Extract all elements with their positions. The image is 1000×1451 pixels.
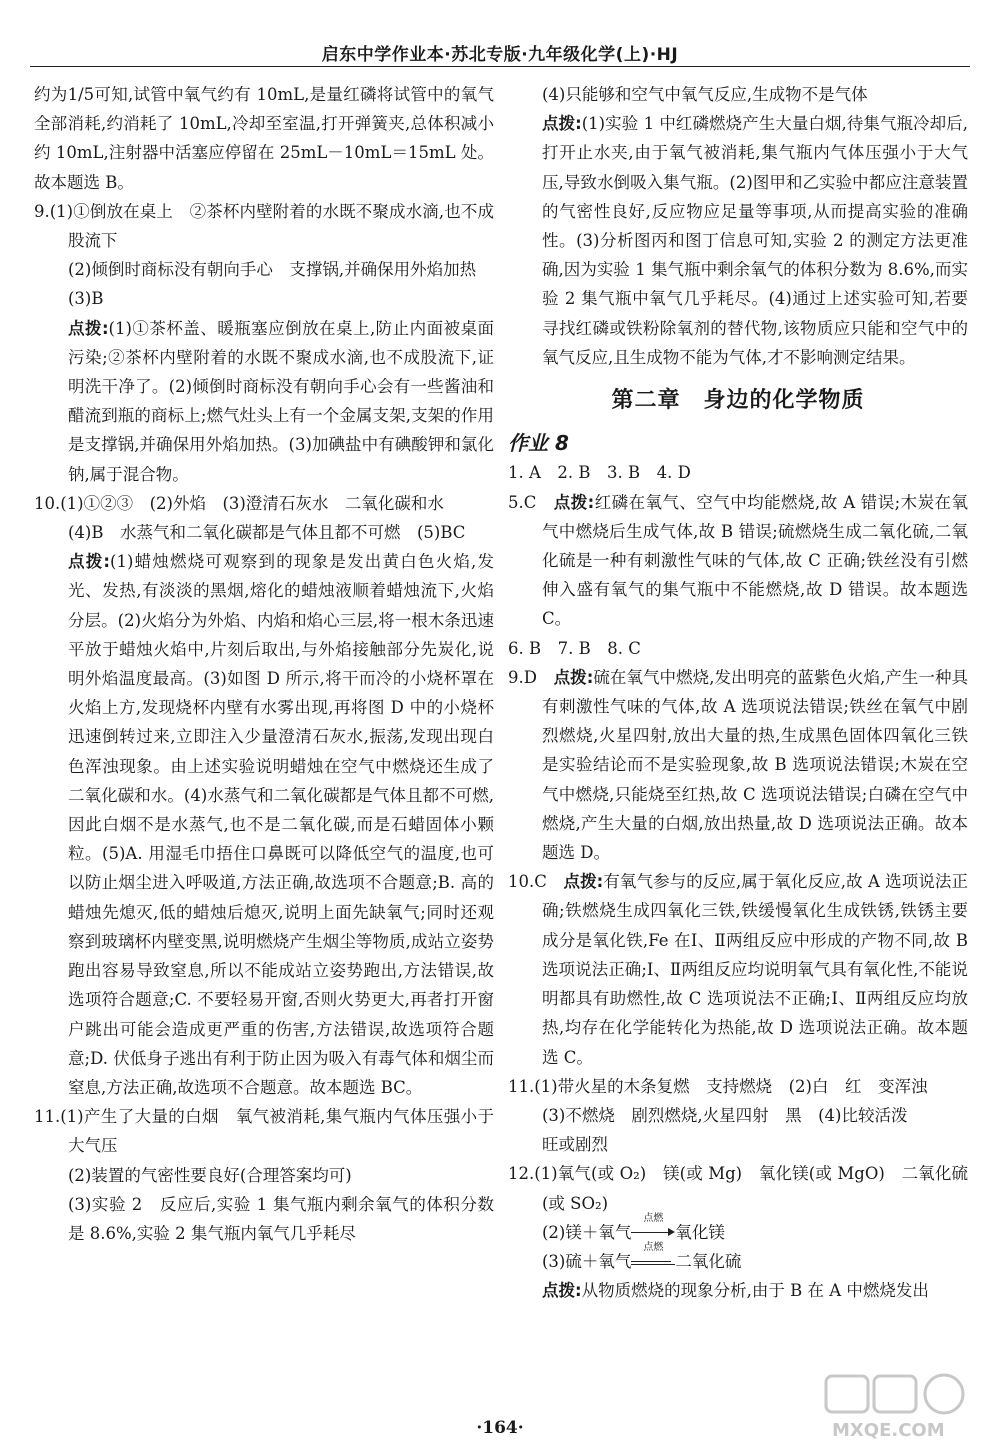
hint-paragraph: 点拨:从物质燃烧的现象分析,由于 B 在 A 中燃烧发出 — [542, 1281, 929, 1301]
answer-line: (2)装置的气密性要良好(合理答案均可) — [68, 1165, 352, 1185]
answer-line: (3)实验 2 反应后,实验 1 集气瓶内剩余氧气的体积分数是 8.6%,实验 2 集气瓶内氧气几乎耗尽 — [68, 1194, 494, 1243]
paragraph: 约为1/5可知,试管中氧气约有 10mL,是量红磷将试管中的氧气全部消耗,约消耗了 10mL,冷却至室温,打开弹簧夹,总体积减小约 10mL,注射器中活塞应停留在 25mL－10mL＝15mL 处。故本题选 B。 — [34, 85, 494, 192]
equation-line: (3)硫＋氧气 点燃 二氧化硫 — [542, 1242, 742, 1271]
answer-line: (2)倾倒时商标没有朝向手心 支撑锅,并确保用外焰加热 — [68, 260, 477, 280]
header-divider — [30, 66, 970, 67]
homework-title: 作业 8 — [508, 431, 569, 456]
svg-text:MXQE.COM: MXQE.COM — [832, 1420, 945, 1441]
hint-paragraph: 点拨:(1)①茶杯盖、暖瓶塞应倒放在桌上,防止内面被桌面污染;②茶杯内壁附着的水既不聚成水滴,也不成股流下,证明洗干净了。(2)倾倒时商标没有朝向手心会有一些酱油和醋流到瓶的商标上;燃气灶头上有一个金属支架,支架的作用是支撑锅,并确保用外焰加热。(3)加碘盐中有碘酸钾和氯化钠,属于混合物。 — [68, 318, 494, 484]
answer-line: 1. A 2. B 3. B 4. D — [508, 463, 691, 483]
answer-line: 旺或剧烈 — [542, 1135, 608, 1155]
hint-paragraph: 点拨:(1)蜡烛燃烧可观察到的现象是发出黄白色火焰,发光、发热,有淡淡的黑烟,熔化的蜡烛液顺着蜡烛流下,火焰分层。(2)火焰分为外焰、内焰和焰心三层,将一根木条迅速平放于蜡烛火焰中,片刻后取出,与外焰接触部分先炭化,说明外焰温度最高。(3)如图 D 所示,将干而冷的小烧杯罩在火焰上方,发现烧杯内壁有水雾出现,再将图 D 中的小烧杯迅速倒转过来,立即注入少量澄清石灰水,振荡,发现出现白色浑浊现象。由上述实验说明蜡烛在空气中燃烧还生成了二氧化碳和水。(4)水蒸气和二氧化碳都是气体且都不可燃,因此白烟不是水蒸气,也不是二氧化碳,而是石蜡固体小颗粒。(5)A. 用湿毛巾捂住口鼻既可以降低空气的温度,也可以防止烟尘进入呼吸道,方法正确,故选项不合题意;B. 高的蜡烛先熄灭,低的蜡烛后熄灭,说明上面先缺氧气;同时还观察到玻璃杯内壁变黑,说明燃烧产生烟尘等物质,成站立姿势跑出容易导致窒息,所以不能成站立姿势跑出,方法错误,故选项符合题意;C. 不要轻易开窗,否则火势更大,再者打开窗户跳出可能会造成更严重的伤害,方法错误,故选项符合题意;D. 伏低身子逃出有利于防止因为吸入有毒气体和烟尘而窒息,方法正确,故选项不合题意。故本题选 BC。 — [68, 552, 494, 1097]
answer-line: (3)不燃烧 剧烈燃烧,火星四射 黑 (4)比较活泼 — [542, 1105, 908, 1125]
answer-line: 6. B 7. B 8. C — [508, 638, 641, 658]
question-9: 9.D 点拨:硫在氧气中燃烧,发出明亮的蓝紫色火焰,产生一种具有刺激性气味的气体,故 A 选项说法错误;铁丝在氧气中剧烈燃烧,火星四射,放出大量的热,生成黑色固体四氧化三铁是实验结论而不是实验现象,故 B 选项说法错误;木炭在空气中燃烧,只能烧至红热,故 C 选项说法错误;白磷在空气中燃烧,产生大量的白烟,放出热量,故 D 选项说法正确。故本题选 D。 — [508, 667, 968, 863]
question-12: 12.(1)氧气(或 O₂) 镁(或 Mg) 氧化镁(或 MgO) 二氧化硫(或 SO₂) — [508, 1164, 968, 1213]
question-10: 10.C 点拨:有氧气参与的反应,属于氧化反应,故 A 选项说法正确;铁燃烧生成四氧化三铁,铁缓慢氧化生成铁锈,铁锈主要成分是氧化铁,Fe 在Ⅰ、Ⅱ两组反应中形成的产物不同,故 B 选项说法正确;Ⅰ、Ⅱ两组反应均说明氧气具有氧化性,不能说明都具有助燃性,故 C 选项说法不正确;Ⅰ、Ⅱ两组反应均放热,均存在化学能转化为热能,故 D 选项说法正确。故本题选 C。 — [508, 872, 968, 1067]
question-11: 11.(1)带火星的木条复燃 支持燃烧 (2)白 红 变浑浊 — [508, 1076, 928, 1096]
hint-paragraph: 点拨:(1)实验 1 中红磷燃烧产生大量白烟,待集气瓶冷却后,打开止水夹,由于氧气被消耗,集气瓶内气体压强小于大气压,导致水倒吸入集气瓶。(2)图甲和乙实验中都应注意装置的气密性良好,反应物应足量等事项,从而提高实验的准确性。(3)分析图丙和图丁信息可知,实验 2 的测定方法更准确,因为实验 1 集气瓶中剩余氧气的体积分数为 8.6%,而实验 2 集气瓶中氧气几乎耗尽。(4)通过上述实验可知,若要寻找红磷或铁粉除氧剂的替代物,该物质应只能和空气中的氧气反应,且生成物不能为气体,才不影响测定结果。 — [542, 114, 968, 367]
chapter-title: 第二章 身边的化学物质 — [611, 387, 865, 414]
watermark-logo-icon — [822, 1372, 992, 1442]
right-column — [508, 80, 968, 1305]
answer-line: (4)只能够和空气中氧气反应,生成物不是气体 — [542, 85, 868, 104]
answer-line: (3)B — [68, 289, 104, 309]
answer-line: (4)B 水蒸气和二氧化碳都是气体且都不可燃 (5)BC — [68, 523, 466, 543]
reaction-arrow-icon: 点燃 — [631, 1223, 675, 1243]
question-5: 5.C 点拨:红磷在氧气、空气中均能燃烧,故 A 错误;木炭在氧气中燃烧后生成气体,故 B 错误;硫燃烧生成二氧化硫,二氧化硫是一种有刺激性气味的气体,故 C 正确;铁丝没有引燃伸入盛有氧气的集气瓶中不能燃烧,故 D 错误。故本题选 C。 — [508, 492, 968, 629]
page-header: 启东中学作业本·苏北专版·九年级化学(上)·HJ — [321, 45, 679, 65]
reaction-equals-icon: 点燃 — [631, 1252, 675, 1272]
equation-line: (2)镁＋氧气 点燃 氧化镁 — [542, 1213, 725, 1242]
left-column — [34, 80, 494, 1248]
page-number: ·164· — [476, 1418, 524, 1438]
question-11: 11.(1)产生了大量的白烟 氧气被消耗,集气瓶内气体压强小于大气压 — [34, 1107, 494, 1156]
question-9: 9.(1)①倒放在桌上 ②茶杯内壁附着的水既不聚成水滴,也不成股流下 — [34, 201, 494, 251]
question-10: 10.(1)①②③ (2)外焰 (3)澄清石灰水 二氧化碳和水 — [34, 493, 444, 513]
